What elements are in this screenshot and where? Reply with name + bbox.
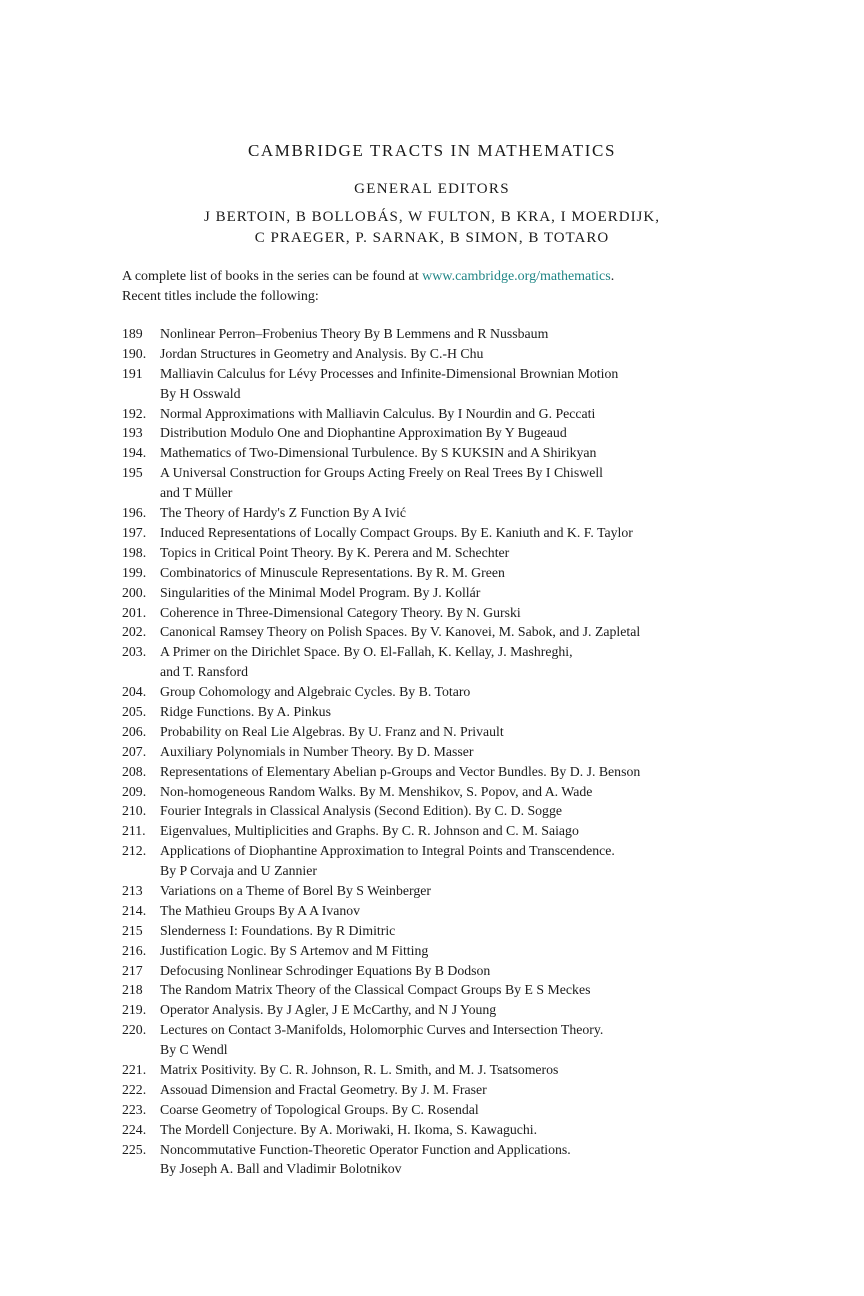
book-number: 195 [122,465,143,481]
book-number: 208. [122,763,147,779]
book-entry [0,423,864,443]
book-number: 203. [122,644,147,660]
book-entry [0,1100,864,1120]
book-entry [0,921,864,941]
book-number: 215 [122,922,143,938]
book-authors-line: By C Wendl [160,1042,228,1058]
book-title-line: Topics in Critical Point Theory. By K. Perera and M. Schechter [160,544,510,560]
book-title-line: Nonlinear Perron–Frobenius Theory By B Lemmens and R Nussbaum [160,326,549,341]
book-entry [0,622,864,642]
book-number: 190. [122,345,147,361]
book-number: 196. [122,505,147,521]
book-number: 210. [122,803,147,819]
book-entry [0,443,864,463]
book-number: 194. [122,445,147,461]
book-number: 189 [122,326,143,341]
book-title-line: Induced Representations of Locally Compact Groups. By E. Kaniuth and K. F. Taylor [160,524,633,540]
book-authors-line: By P Corvaja and U Zannier [160,863,317,879]
book-title-line: Ridge Functions. By A. Pinkus [160,703,331,719]
book-number: 200. [122,584,147,600]
editors-names-line-2: C PRAEGER, P. SARNAK, B SIMON, B TOTARO [254,230,610,246]
book-entry [0,742,864,762]
book-title-line: Probability on Real Lie Algebras. By U. Franz and N. Privault [160,723,504,739]
book-number: 218 [122,982,143,998]
book-number: 213 [122,883,143,898]
book-list [0,324,864,1179]
book-number: 206. [122,723,147,739]
series-title: CAMBRIDGE TRACTS IN MATHEMATICS [247,141,617,160]
book-title-line: Malliavin Calculus for Lévy Processes and Infinite-Dimensional Brownian Motion [160,365,619,381]
book-title-line: Matrix Positivity. By C. R. Johnson, R. L. Smith, and M. J. Tsatsomeros [160,1062,559,1078]
book-title-line: The Theory of Hardy's Z Function By A Ivić [160,505,406,521]
book-number: 214. [122,902,147,918]
book-title-line: Singularities of the Minimal Model Program. By J. Kollár [160,584,481,600]
book-entry [0,901,864,921]
book-entry [0,881,864,901]
book-title-line: Defocusing Nonlinear Schrodinger Equations By B Dodson [160,962,491,978]
book-title-line: Variations on a Theme of Borel By S Weinberger [160,883,431,898]
book-entry [0,841,864,881]
book-title-line: Fourier Integrals in Classical Analysis (Second Edition). By C. D. Sogge [160,803,562,819]
book-number: 225. [122,1141,147,1157]
book-entry [0,682,864,702]
book-title-line: A Universal Construction for Groups Acting Freely on Real Trees By I Chiswell [160,465,603,481]
book-title-line: Mathematics of Two-Dimensional Turbulence. By S KUKSIN and A Shirikyan [160,445,597,461]
book-number: 202. [122,624,147,640]
book-entry [0,583,864,603]
book-entry [0,941,864,961]
book-entry [0,782,864,802]
book-entry [0,1080,864,1100]
book-title-line: Canonical Ramsey Theory on Polish Spaces. By V. Kanovei, M. Sabok, and J. Zapletal [160,624,641,640]
book-number: 191 [122,365,143,381]
book-entry [0,463,864,503]
book-entry [0,1000,864,1020]
book-number: 219. [122,1002,147,1018]
book-entry [0,364,864,404]
book-authors-line: By H Osswald [160,385,241,401]
book-entry [0,1020,864,1060]
book-number: 216. [122,942,147,958]
book-authors-line: and T. Ransford [160,664,249,680]
book-title-line: Representations of Elementary Abelian p-Groups and Vector Bundles. By D. J. Benson [160,763,641,779]
book-number: 197. [122,524,147,540]
book-number: 209. [122,783,147,799]
book-title-line: Auxiliary Polynomials in Number Theory. By D. Masser [160,743,474,759]
book-number: 222. [122,1081,147,1097]
book-number: 223. [122,1101,147,1117]
book-title-line: Coherence in Three-Dimensional Category Theory. By N. Gurski [160,604,521,620]
book-authors-line: By Joseph A. Ball and Vladimir Bolotnikov [160,1161,402,1177]
book-title-line: Coarse Geometry of Topological Groups. By C. Rosendal [160,1101,479,1117]
book-entry [0,603,864,623]
book-number: 198. [122,544,147,560]
book-title-line: Eigenvalues, Multiplicities and Graphs. By C. R. Johnson and C. M. Saiago [160,823,579,839]
book-number: 220. [122,1022,147,1038]
book-title-line: Jordan Structures in Geometry and Analysis. By C.-H Chu [160,345,484,361]
book-entry [0,762,864,782]
book-title-line: Applications of Diophantine Approximation to Integral Points and Transcendence. [160,843,615,859]
book-entry [0,1120,864,1140]
book-number: 205. [122,703,147,719]
book-title-line: Combinatorics of Minuscule Representations. By R. M. Green [160,564,505,580]
book-entry [0,523,864,543]
editors-names-line-1: J BERTOIN, B BOLLOBÁS, W FULTON, B KRA, I MOERDIJK, [204,209,660,225]
book-entry [0,980,864,1000]
book-number: 217 [122,962,143,978]
book-title-line: Distribution Modulo One and Diophantine Approximation By Y Bugeaud [160,425,567,441]
book-number: 224. [122,1121,147,1137]
book-authors-line: and T Müller [160,485,233,501]
book-number: 201. [122,604,147,620]
book-title-line: Noncommutative Function-Theoretic Operator Function and Applications. [160,1141,571,1157]
book-title-line: Group Cohomology and Algebraic Cycles. By B. Totaro [160,684,471,700]
book-entry [0,801,864,821]
book-number: 192. [122,405,147,421]
book-entry [0,324,864,344]
book-number: 211. [122,823,146,839]
book-entry [0,722,864,742]
book-title-line: The Mathieu Groups By A A Ivanov [160,902,361,918]
book-entry [0,563,864,583]
book-title-line: Normal Approximations with Malliavin Calculus. By I Nourdin and G. Peccati [160,405,596,421]
book-title-line: Assouad Dimension and Fractal Geometry. By J. M. Fraser [160,1081,487,1097]
book-number: 193 [122,425,143,441]
book-title-line: A Primer on the Dirichlet Space. By O. El-Fallah, K. Kellay, J. Mashreghi, [160,644,573,660]
book-entry [0,344,864,364]
book-number: 221. [122,1062,147,1078]
intro-paragraph [122,269,614,285]
book-number: 207. [122,743,147,759]
book-entry [0,503,864,523]
book-title-line: Justification Logic. By S Artemov and M Fitting [160,942,429,958]
general-editors-heading: GENERAL EDITORS [354,181,510,197]
book-title-line: Slenderness I: Foundations. By R Dimitric [160,922,396,938]
book-entry [0,642,864,682]
book-entry [0,821,864,841]
book-number: 199. [122,564,147,580]
book-entry [0,1140,864,1180]
book-title-line: Lectures on Contact 3-Manifolds, Holomorphic Curves and Intersection Theory. [160,1022,604,1038]
book-entry [0,702,864,722]
book-entry [0,543,864,563]
intro-text: A complete list of books in the series can be found at [122,269,423,284]
book-title-line: The Mordell Conjecture. By A. Moriwaki, H. Ikoma, S. Kawaguchi. [160,1121,538,1137]
cambridge-website-link[interactable]: www.cambridge.org/mathematics [422,269,611,284]
book-title-line: Operator Analysis. By J Agler, J E McCarthy, and N J Young [160,1002,497,1018]
book-title-line: Non-homogeneous Random Walks. By M. Menshikov, S. Popov, and A. Wade [160,783,593,799]
book-number: 212. [122,843,147,859]
book-number: 204. [122,684,147,700]
book-entry [0,1060,864,1080]
book-entry [0,961,864,981]
book-title-line: The Random Matrix Theory of the Classical Compact Groups By E S Meckes [160,982,591,998]
book-entry [0,404,864,424]
recent-titles-line: Recent titles include the following: [122,289,319,304]
intro-period: . [610,269,615,284]
